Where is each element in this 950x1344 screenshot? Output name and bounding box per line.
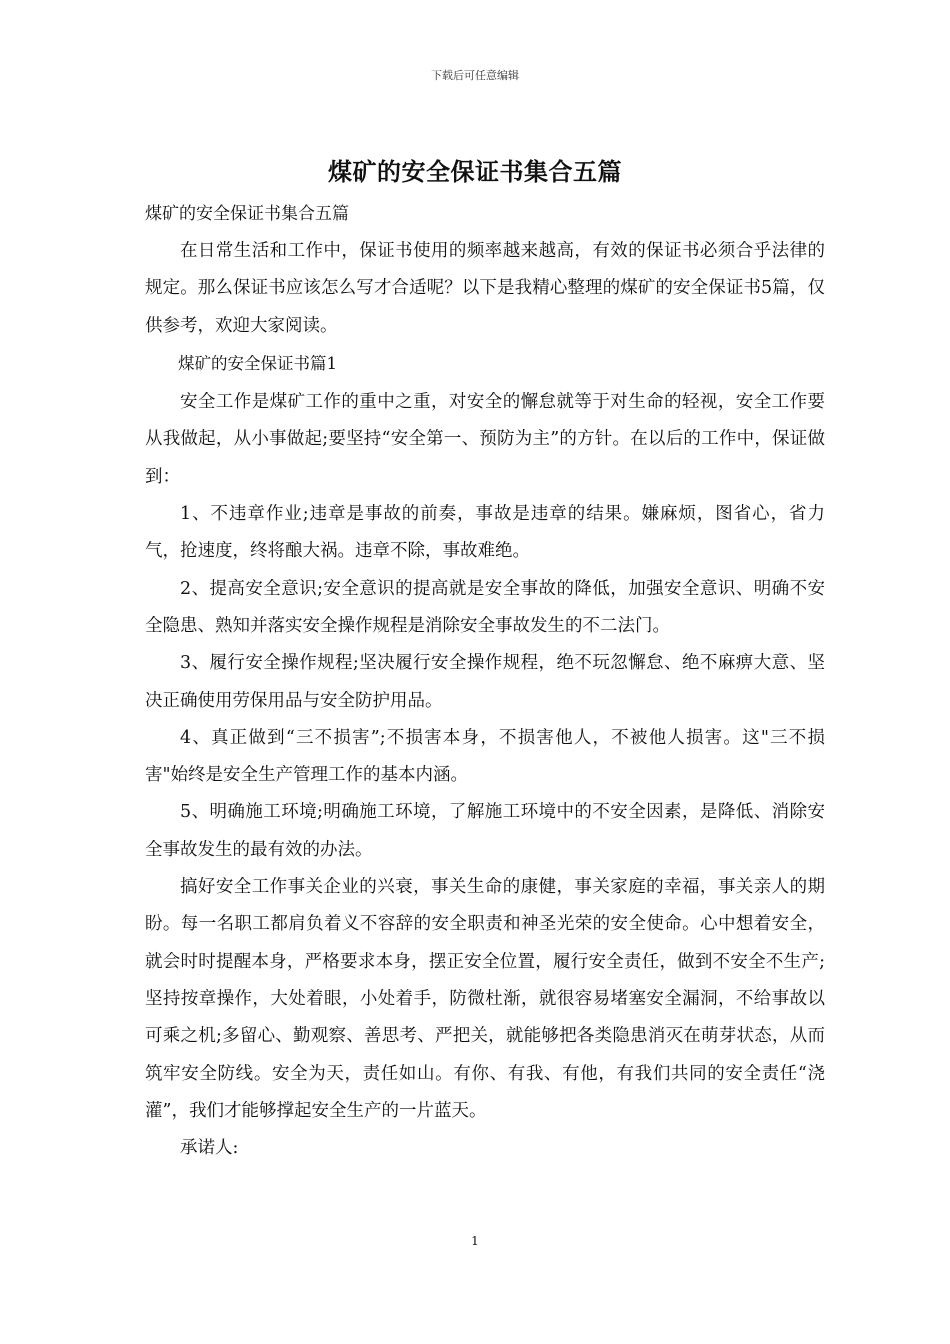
list-item-paragraph: 1、不违章作业;违章是事故的前奏，事故是违章的结果。嫌麻烦，图省心，省力气，抢速度，终将酿大祸。违章不除，事故难绝。	[145, 504, 825, 562]
section-heading: 煤矿的安全保证书篇1	[178, 353, 337, 373]
page-number: 1	[471, 1234, 479, 1248]
page-header-note: 下载后可任意编辑	[431, 69, 519, 82]
document-subtitle: 煤矿的安全保证书集合五篇	[145, 204, 349, 224]
body-paragraph: 安全工作是煤矿工作的重中之重，对安全的懈怠就等于对生命的轻视，安全工作要从我做起，从小事做起;要坚持“安全第一、预防为主”的方针。在以后的工作中，保证做到：	[145, 392, 825, 487]
list-item-paragraph: 4、真正做到“三不损害”;不损害本身，不损害他人，不被他人损害。这"三不损害"始终是安全生产管理工作的基本内涵。	[145, 727, 825, 786]
list-item-paragraph: 3、履行安全操作规程;坚决履行安全操作规程，绝不玩忽懈怠、绝不麻痹大意、坚决正确使用劳保用品与安全防护用品。	[145, 653, 825, 711]
intro-paragraph: 在日常生活和工作中，保证书使用的频率越来越高，有效的保证书必须合乎法律的规定。那么保证书应该怎么写才合适呢？以下是我精心整理的煤矿的安全保证书5篇，仅供参考，欢迎大家阅读。	[145, 241, 825, 336]
signature-line: 承诺人:	[180, 1138, 239, 1159]
body-paragraph: 搞好安全工作事关企业的兴衰，事关生命的康健，事关家庭的幸福，事关亲人的期盼。每一名职工都肩负着义不容辞的安全职责和神圣光荣的安全使命。心中想着安全，就会时时提醒本身，严格要求本身，摆正安全位置，履行安全责任，做到不安全不生产;坚持按章操作，大处着眼，小处着手，防微杜渐，就很容易堵塞安全漏洞，不给事故以可乘之机;多留心、勤观察、善思考、严把关，就能够把各类隐患消灭在萌芽状态，从而筑牢安全防线。安全为天，责任如山。有你、有我、有他，有我们共同的安全责任“浇灌”，我们才能够撑起安全生产的一片蓝天。	[145, 877, 825, 1121]
list-item-paragraph: 2、提高安全意识;安全意识的提高就是安全事故的降低，加强安全意识、明确不安全隐患、熟知并落实安全操作规程是消除安全事故发生的不二法门。	[145, 578, 825, 636]
document-title: 煤矿的安全保证书集合五篇	[328, 157, 622, 186]
document-body	[145, 199, 825, 1167]
list-item-paragraph: 5、明确施工环境;明确施工环境，了解施工环境中的不安全因素，是降低、消除安全事故发生的最有效的办法。	[145, 802, 825, 860]
